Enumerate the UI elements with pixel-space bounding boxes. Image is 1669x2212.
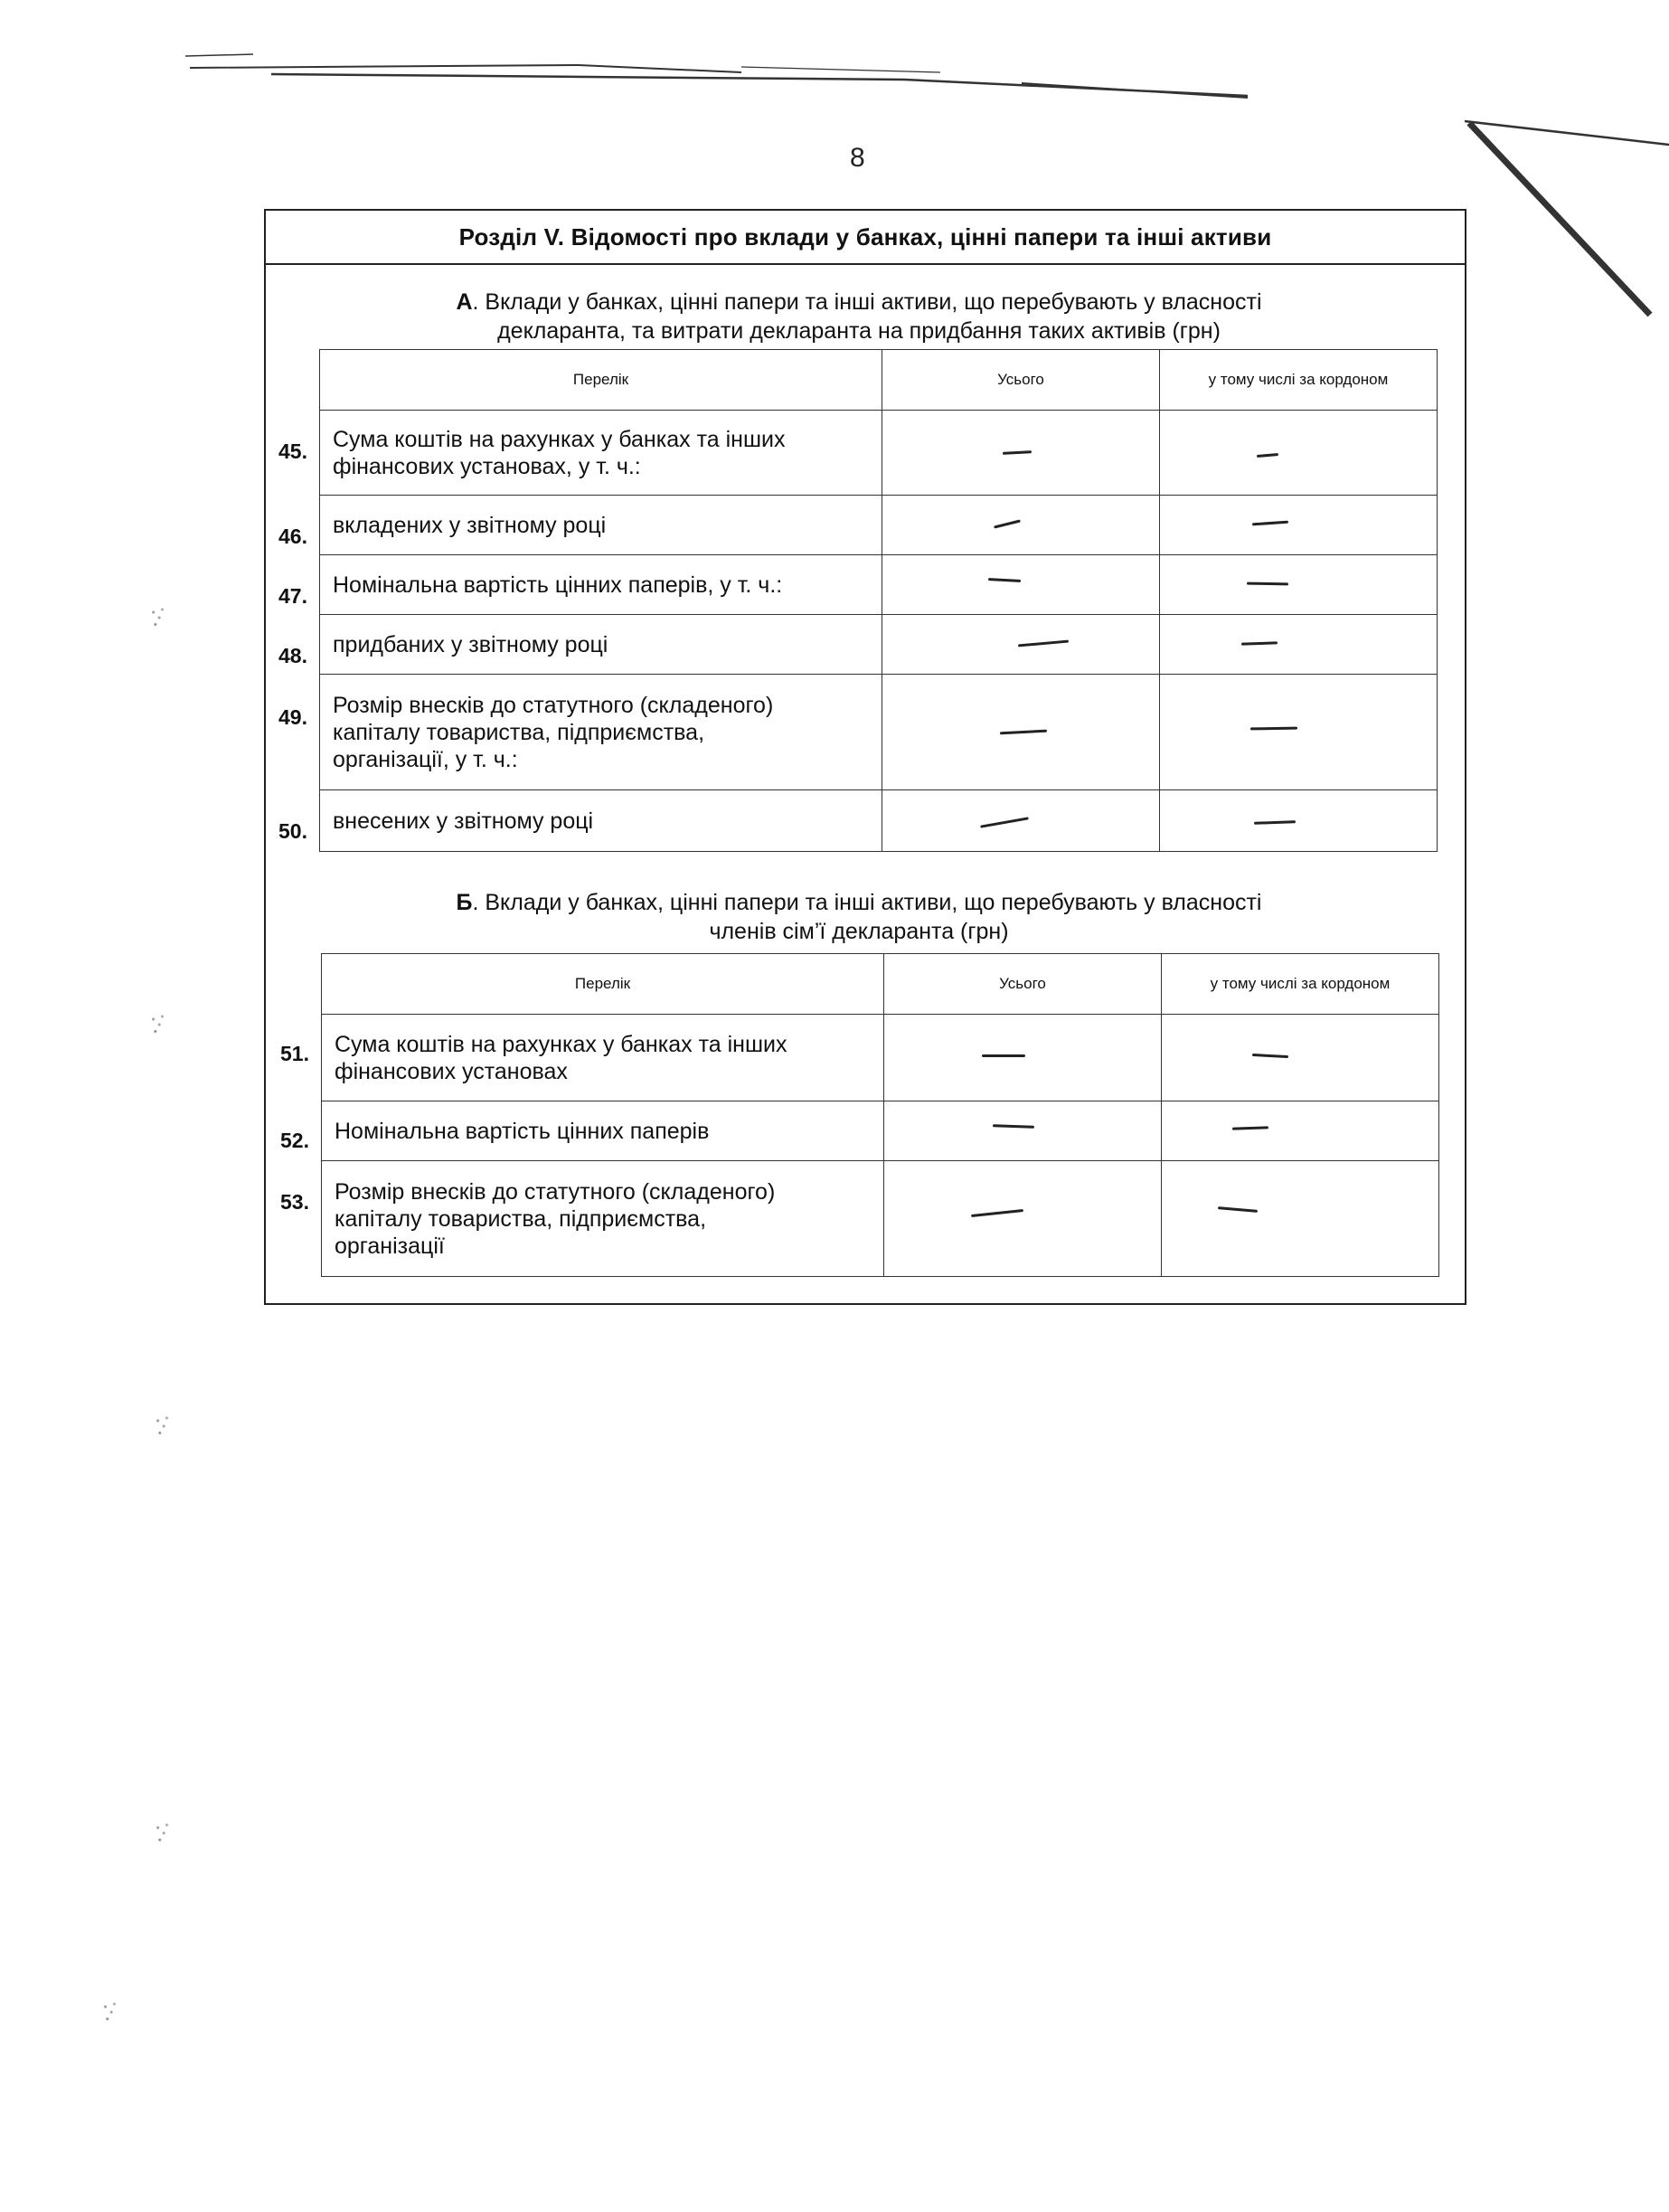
row-abroad-cell (1160, 615, 1438, 675)
row-item-text: Номінальна вартість цінних паперів, у т. ч.: (320, 555, 882, 615)
row-item-text: Номінальна вартість цінних паперів (322, 1101, 884, 1161)
column-header-list: Перелік (322, 954, 884, 1015)
table-a-header-row (320, 350, 1438, 411)
table-a (319, 349, 1438, 852)
row-abroad-cell (1162, 1015, 1439, 1101)
handwritten-dash (994, 519, 1021, 528)
handwritten-dash (1232, 1126, 1268, 1130)
row-total-cell (882, 496, 1160, 555)
page-number: 8 (850, 143, 865, 173)
row-number: 46. (278, 525, 307, 548)
handwritten-dash (1003, 450, 1032, 455)
handwritten-dash (1247, 582, 1288, 586)
handwritten-dash (993, 1124, 1034, 1129)
table-row (320, 496, 1438, 555)
scan-speck (147, 604, 167, 631)
subsection-a-caption-line2: декларанта, та витрати декларанта на придбання таких активів (грн) (497, 318, 1221, 344)
subsection-b-caption (325, 888, 1392, 946)
handwritten-dash (971, 1209, 1023, 1217)
subsection-b-caption-line1: . Вклади у банках, цінні папери та інші активи, що перебувають у власності (472, 890, 1262, 915)
table-b (321, 953, 1439, 1277)
row-total-cell (882, 615, 1160, 675)
scan-speck (152, 1820, 172, 1847)
row-item-text: Сума коштів на рахунках у банках та інших фінансових установах (322, 1015, 884, 1101)
row-number: 49. (278, 705, 307, 729)
table-row (320, 411, 1438, 496)
scan-speck (147, 1011, 167, 1038)
row-number: 45. (278, 440, 307, 463)
handwritten-dash (1254, 820, 1296, 825)
row-abroad-cell (1160, 555, 1438, 615)
row-total-cell (884, 1015, 1162, 1101)
section-title: Розділ V. Відомості про вклади у банках, цінні папери та інші активи (266, 211, 1465, 265)
subsection-a-caption (325, 288, 1392, 345)
table-row (320, 790, 1438, 852)
row-total-cell (884, 1101, 1162, 1161)
row-abroad-cell (1160, 675, 1438, 790)
row-total-cell (882, 555, 1160, 615)
column-header-list: Перелік (320, 350, 882, 411)
row-item-text: вкладених у звітному році (320, 496, 882, 555)
table-row (322, 1015, 1439, 1101)
table-row (320, 615, 1438, 675)
row-number: 48. (278, 644, 307, 667)
subsection-b-caption-line2: членів сім’ї декларанта (грн) (709, 919, 1009, 944)
row-number: 52. (280, 1129, 309, 1152)
row-item-text: внесених у звітному році (320, 790, 882, 852)
handwritten-dash (1257, 453, 1278, 458)
table-b-header-row (322, 954, 1439, 1015)
row-abroad-cell (1162, 1101, 1439, 1161)
handwritten-dash (1218, 1206, 1258, 1213)
row-number: 53. (280, 1190, 309, 1214)
table-row (320, 555, 1438, 615)
row-abroad-cell (1160, 790, 1438, 852)
handwritten-dash (1252, 521, 1288, 526)
handwritten-dash (988, 578, 1021, 582)
handwritten-dash (1241, 641, 1278, 645)
handwritten-dash (1250, 727, 1297, 731)
handwritten-dash (980, 817, 1029, 827)
subsection-a-letter: А (456, 289, 473, 315)
row-total-cell (882, 675, 1160, 790)
row-total-cell (882, 790, 1160, 852)
row-number: 47. (278, 584, 307, 608)
subsection-a-caption-line1: . Вклади у банках, цінні папери та інші активи, що перебувають у власності (472, 289, 1262, 315)
table-row (322, 1161, 1439, 1277)
row-total-cell (884, 1161, 1162, 1277)
scan-speck (152, 1413, 172, 1440)
handwritten-dash (982, 1054, 1025, 1057)
column-header-abroad: у тому числі за кордоном (1162, 954, 1439, 1015)
row-abroad-cell (1160, 411, 1438, 496)
handwritten-dash (1018, 640, 1069, 648)
scan-speck (99, 1999, 119, 2026)
row-number: 51. (280, 1042, 309, 1065)
table-row (322, 1101, 1439, 1161)
row-number: 50. (278, 819, 307, 843)
column-header-abroad: у тому числі за кордоном (1160, 350, 1438, 411)
handwritten-dash (1252, 1054, 1288, 1058)
row-item-text: Розмір внесків до статутного (складеного) капіталу товариства, підприємства, організації (322, 1161, 884, 1277)
handwritten-dash (1000, 730, 1047, 735)
row-abroad-cell (1160, 496, 1438, 555)
row-item-text: придбаних у звітному році (320, 615, 882, 675)
table-row (320, 675, 1438, 790)
row-abroad-cell (1162, 1161, 1439, 1277)
row-item-text: Сума коштів на рахунках у банках та інших фінансових установах, у т. ч.: (320, 411, 882, 496)
column-header-total: Усього (884, 954, 1162, 1015)
row-total-cell (882, 411, 1160, 496)
subsection-b-letter: Б (456, 890, 473, 915)
column-header-total: Усього (882, 350, 1160, 411)
row-item-text: Розмір внесків до статутного (складеного) капіталу товариства, підприємства, організації, у т. ч.: (320, 675, 882, 790)
